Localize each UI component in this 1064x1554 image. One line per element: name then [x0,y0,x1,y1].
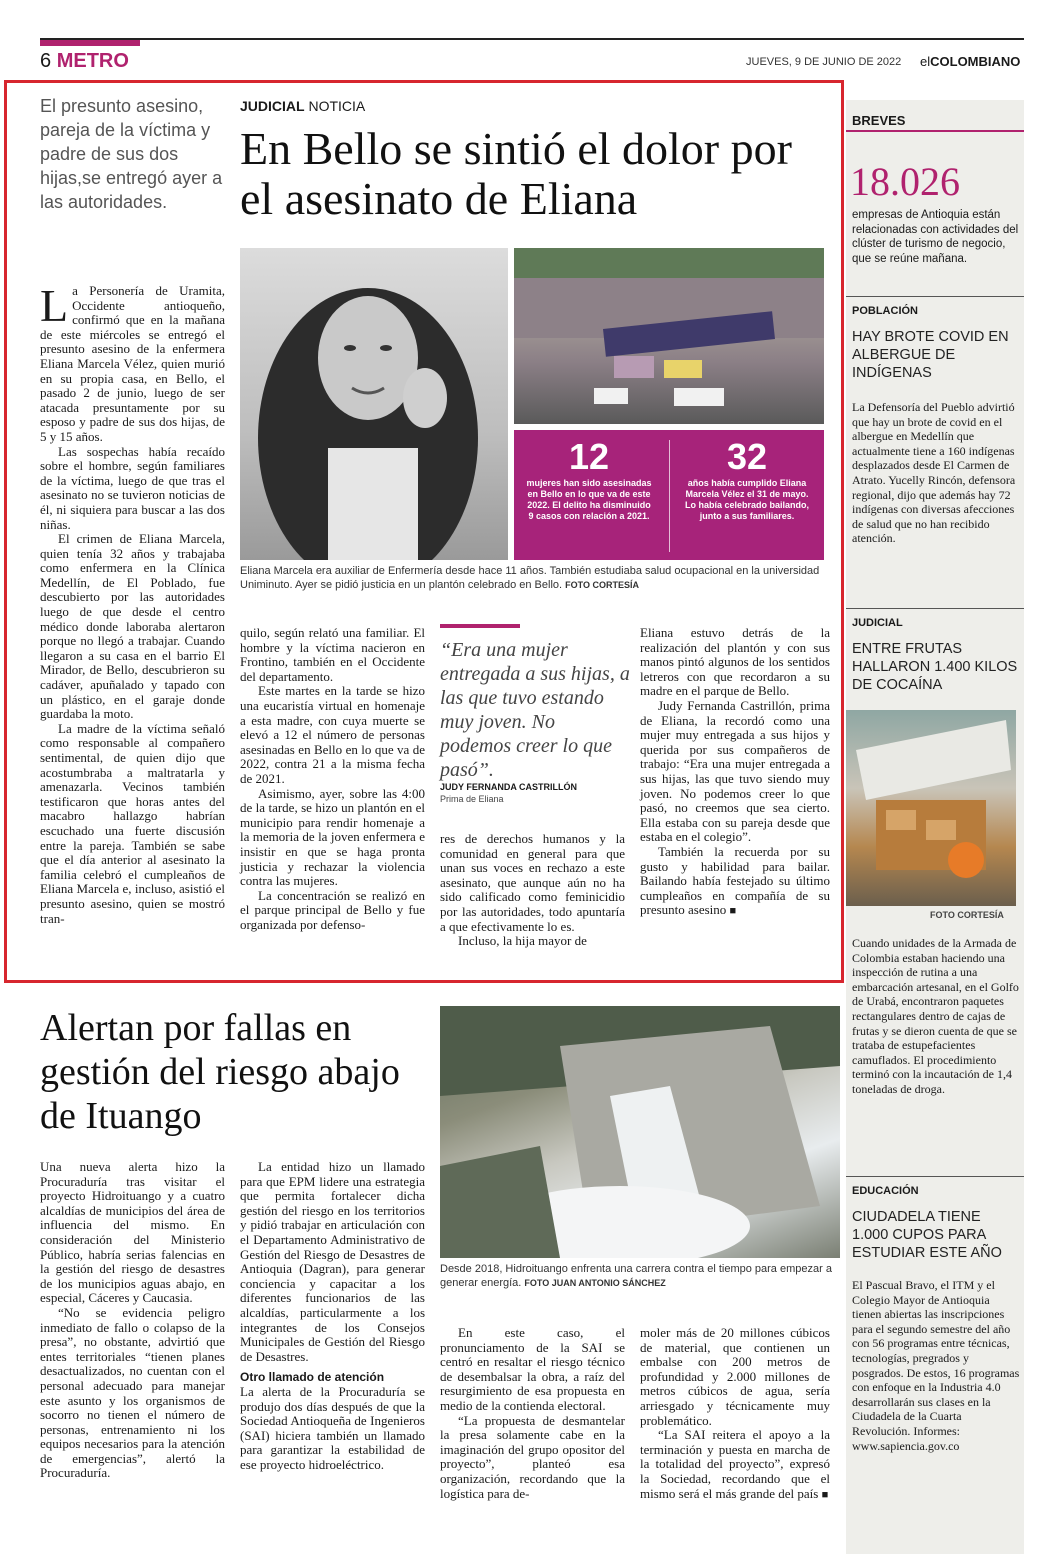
body-paragraph: La alerta de la Procuraduría se produjo dos días después de que la Sociedad Antioqueña de Ingenieros (SAI) hiciera también un llamado para garantizar la estabilidad de ese proyecto hidroeléctrico. [240,1383,425,1472]
body-paragraph: La Personería de Uramita, Occidente antioqueño, confirmó que en la mañana de este miércoles se entregó el presunto asesino de la enfermera Eliana Marcela Vélez, quien murió en su propia casa, en Bello, el pasado 2 de junio, luego de ser atacada presuntamente por su esposo y padre de sus dos hijas, de 5 y 15 años. [40,280,225,444]
cocaine-seizure-photo [846,710,1016,906]
sidebar-title: BREVES [852,113,906,128]
body-text: También la recuerda por su gusto y habilidad para bailar. Bailando había festejado su último cumpleaños en compañía de su presunto asesino [640,843,830,918]
section-accent-bar [40,40,140,46]
crowd-illustration [514,248,824,424]
stats-box [514,430,824,560]
brief-rule [846,296,1024,297]
body-paragraph: La madre de la víctima señaló como responsable al compañero sentimental, de quien dijo que acostumbraba a maltratarla y amenazarla. Vecinos también testificaron que horas antes del macabro hallazgo habrían escuchado una fuerte discusión entre la pareja. También se sabe que el día anterior al asesinato la familia celebró el cumpleaños de Eliana Marcela e, incluso, asistió el presunto asesino, quien se mostró tran- [40,720,225,926]
brief-label: EDUCACIÓN [852,1185,919,1197]
stat-number: 32 [726,436,768,477]
brief-headline: HAY BROTE COVID EN ALBERGUE DE INDÍGENAS [852,329,1009,381]
body-text: “La SAI reitera el apoyo a la terminación y puesta en marcha de la totalidad del proyecto”, expresó la Sociedad, recordando que el mismo será el más grande del país [640,1427,830,1501]
end-mark: ■ [729,905,737,918]
stat-number: 12 [568,436,610,477]
quote-role: Prima de Eliana [440,794,504,804]
body-paragraph: Incluso, la hija mayor de [458,933,587,949]
portrait-illustration [240,248,508,560]
section-name: METRO [56,50,129,72]
brief-headline: ENTRE FRUTAS HALLARON 1.400 KILOS DE COCAÍNA [852,641,1018,693]
body-paragraph: Este martes en la tarde se hizo una eucaristía virtual en homenaje a esta madre, con cuya muerte se elevó a 12 el número de personas asesinadas en Bello en lo que va de 2022, contra 21 a la misma fecha de 2021. [240,683,425,786]
caption-text: Eliana Marcela era auxiliar de Enfermería desde hace 11 años. También estudiaba salud ocupacional en la universidad Uniminuto. Ayer se pidió justicia en un plantón celebrado en Bello. [240,565,820,591]
body-paragraph: quilo, según relató una familiar. El hombre y la víctima nacieron en Frontino, también en el Occidente del departamento. [240,625,425,684]
stat-text: mujeres han sido asesinadas en Bello en lo que va de este 2022. El delito ha disminuido 9 casos con relación a 2021. [526,478,652,521]
issue-date: JUEVES, 9 DE JUNIO DE 2022 [746,56,902,68]
body-paragraph: Asimismo, ayer, sobre las 4:00 de la tarde, se hizo un plantón en el municipio para rendir homenaje a la memoria de la joven enfermera e insistir en que se haga pronta justicia y rechazar la violencia contra las mujeres. [240,785,425,889]
brief-text: La Defensoría del Pueblo advirtió que hay un brote de covid en el albergue en Medellín que actualmente tiene a 160 indígenas desplazados desde El Carmen de Atrato. Yucelly Rincón, defensora regional, dijo que además hay 72 indígenas con diversas afecciones de salud que no han recibido atención. [852,400,1016,546]
body-paragraph: Judy Fernanda Castrillón, prima de Eliana, la recordó como una mujer muy entregada a sus hijos y querida por sus compañeros de trabajo: “Era una mujer entregada a sus hijas, las que tuvo siendo muy joven. No podemos creer lo que pasó, no creemos que sea cierto. Ella estaba con su pareja desde que estaba en el colegio”. [640,697,830,845]
sidebar-photo-credit: FOTO CORTESÍA [930,910,1004,920]
sidebar-stat-number: 18.026 [850,159,960,204]
stat-divider [669,440,670,552]
story2-column-2 [240,1160,425,1472]
body-paragraph [640,1428,830,1502]
story2-column-3 [440,1326,625,1501]
story1-headline: En Bello se sintió el dolor por el asesinato de Eliana [240,123,792,224]
section-type: NOTICIA [308,98,366,114]
body-paragraph [640,845,830,919]
quote-author: JUDY FERNANDA CASTRILLÓN [440,782,578,792]
boat-illustration [846,710,1016,906]
body-paragraph: La entidad hizo un llamado para que EPM lidere una estrategia que permita fortalecer dicha gestión del riesgo en los territorios y pidió trabajar en articulación con el Departamento Administrativo de Gestión del Riesgo de Desastres de Antioquia (Dagran), para generar conciencia y capacitar a los diferentes funcionarios de las alcaldías, particularmente a los integrantes de los Consejos Municipales de Gestión del Riesgo de Desastres. [240,1159,425,1364]
story1-column-3 [440,832,625,949]
story2-column-4 [640,1326,830,1502]
stat-text: años había cumplido Eliana Marcela Vélez el 31 de mayo. Lo había celebrado bailando, junto a sus familiares. [684,478,810,521]
sidebar-stat-text: empresas de Antioquia están relacionadas con actividades del clúster de turismo de negocio, que se reúne mañana. [852,209,1019,265]
body-paragraph: res de derechos humanos y la comunidad en general para que unan sus voces en rechazo a este asesinato, que aunque aún no ha sido calificado como feminicidio por las autoridades, todo apuntaría a que efectivamente lo es. [440,831,625,934]
story2-column-1 [40,1160,225,1481]
body-paragraph: “La propuesta de desmantelar la presa solamente cabe en la imaginación del grupo opositor del proyecto”, planteó esa organización, recordando que la logística para de- [440,1412,625,1501]
body-paragraph: Las sospechas había recaído sobre el hombre, según familiares de la víctima, luego de que tras el asesinato no se tuvieron noticias de él, ni siquiera para buscar a las dos niñas. [40,443,225,532]
hidroituango-dam-photo [440,1006,840,1258]
story1-column-1 [40,280,225,926]
body-paragraph: La concentración se realizó en el parque principal de Bello y fue organizada por defenso- [240,887,425,932]
brief-text: Cuando unidades de la Armada de Colombia estaban haciendo una inspección de rutina a una embarcación artesanal, en el Golfo de Urabá, encontraron paquetes rectangulares dentro de cajas de frutas y se dieron cuenta de que se trataba de estupefacientes camuflados. El procedimiento terminó con la incautación de 1,4 toneladas de droga. [852,936,1019,1096]
caption-credit: FOTO JUAN ANTONIO SÁNCHEZ [524,1278,666,1288]
end-mark: ■ [821,1488,829,1501]
brief-text: El Pascual Bravo, el ITM y el Colegio Mayor de Antioquia tienen abiertas las inscripciones para el segundo semestre del año con 56 programas entre técnicas, tecnologías, pregrados y posgrados. De estos, 16 programas con enfoque en la Industria 4.0 desarrollarán sus clases en la Ciudadela de la Cuarta Revolución. Informes: www.sapiencia.gov.co [852,1278,1020,1453]
stat-age [672,436,822,522]
body-paragraph: Una nueva alerta hizo la Procuraduría tras visitar el proyecto Hidroituango y a cuatro alcaldías de municipios del área de influencia del mismo. En consideración del Ministerio Público, habría serias falencias en la gestión del riesgo de desastres de los municipios aguas abajo, en especial, Cáceres y Caucasia. [40,1159,225,1306]
vigil-crowd-photo [514,248,824,424]
dam-illustration [440,1006,840,1258]
page-header [40,50,129,73]
stat-murders [514,436,664,522]
caption-credit: FOTO CORTESÍA [565,580,639,590]
story1-lede: El presunto asesino, pareja de la víctima y padre de sus dos hijas,se entregó ayer a las autoridades. [40,96,223,212]
eliana-portrait-photo [240,248,508,560]
story1-column-2 [240,626,425,932]
quote-accent-bar [440,624,520,628]
story2-headline: Alertan por fallas en gestión del riesgo abajo de Ituango [40,1007,400,1137]
body-paragraph: “No se evidencia peligro inmediato de fallo o colapso de la presa”, no obstante, advirtió que entes territoriales “tienen planes desactualizados, no cuentan con el personal adecuado para manejar este asunto y los organismos de socorro no tienen el número de personas, entrenamiento ni los equipos necesarios para la atención de emergencias”, alertó la Procuraduría. [40,1304,225,1481]
brief-label: JUDICIAL [852,617,903,629]
story2-photo-caption [440,1262,840,1290]
brief-label: POBLACIÓN [852,305,918,317]
caption-text: Desde 2018, Hidroituango enfrenta una carrera contra el tiempo para empezar a generar energía. [440,1263,832,1289]
page-number: 6 [40,50,52,72]
newspaper-brand [920,54,1020,69]
story1-section-label [240,98,365,114]
story2-subhead: Otro llamado de atención [240,1370,385,1385]
brief-rule [846,1176,1024,1177]
pull-quote: “Era una mujer entregada a sus hijas, a las que tuvo estando muy joven. No podemos creer lo que pasó”. [440,639,630,781]
top-rule [40,38,1024,40]
brand-prefix: el [920,54,931,69]
body-paragraph: En este caso, el pronunciamento de la SAI se centró en resaltar el riesgo técnico de desembalsar la obra, a raíz del resurgimiento de esa propuesta en medio de la contienda electoral. [440,1325,625,1413]
body-paragraph: El crimen de Eliana Marcela, quien tenía 32 años y trabajaba como enfermera en la Clínica Medellín, de El Poblado, fue descubierto por las autoridades luego de que desde el centro médico donde laboraba alertaron porque no llegó a trabajar. Cuando llegaron a su casa en el barrio El Mirador, de Bello, descubrieron su cadáver, apuñalado y tapado con un plástico, en el garaje donde guardaba la moto. [40,531,225,722]
brief-headline: CIUDADELA TIENE 1.000 CUPOS PARA ESTUDIAR ESTE AÑO [852,1209,1002,1261]
body-paragraph: Eliana estuvo detrás de la realización del plantón y con sus manos pintó algunos de los sentidos letreros con que recordaron a su madre en el parque de Bello. [640,625,830,699]
sidebar-rule [846,130,1024,132]
story1-photo-caption [240,564,830,592]
section-label: JUDICIAL [240,98,305,114]
body-paragraph: moler más de 20 millones cúbicos de material, que contienen un embalse con 200 metros de profundidad y 2.000 millones de metros cúbicos de agua, sería arriesgado y técnicamente muy problemático. [640,1325,830,1428]
brand-name: COLOMBIANO [930,54,1021,69]
brief-rule [846,608,1024,609]
story1-column-4 [640,626,830,919]
